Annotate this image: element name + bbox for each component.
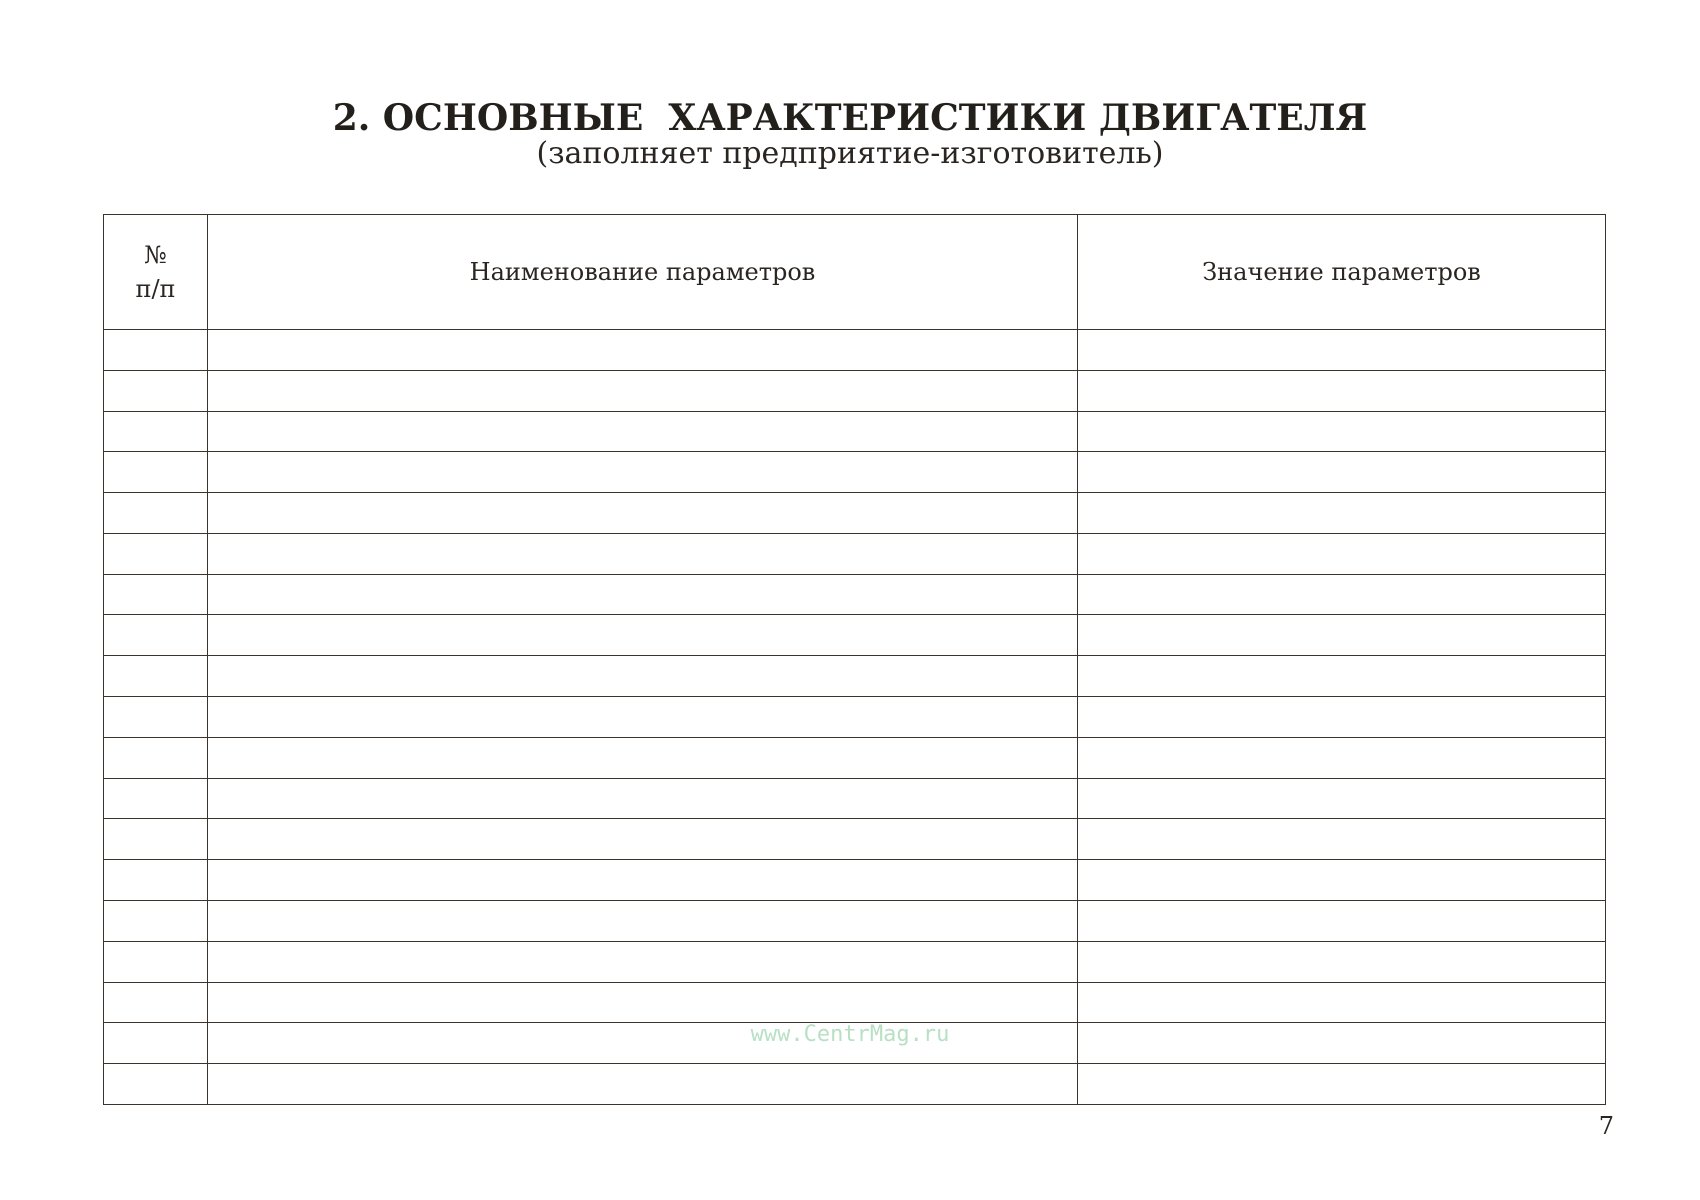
table-row bbox=[104, 370, 1606, 411]
table-row bbox=[104, 982, 1606, 1023]
cell-parameter-name[interactable] bbox=[208, 900, 1078, 941]
cell-number[interactable] bbox=[104, 860, 208, 901]
table-body bbox=[104, 330, 1606, 1105]
cell-number[interactable] bbox=[104, 982, 208, 1023]
table-row bbox=[104, 330, 1606, 371]
cell-parameter-value[interactable] bbox=[1078, 778, 1606, 819]
table-row bbox=[104, 452, 1606, 493]
cell-parameter-value[interactable] bbox=[1078, 737, 1606, 778]
cell-parameter-value[interactable] bbox=[1078, 533, 1606, 574]
cell-number[interactable] bbox=[104, 778, 208, 819]
cell-parameter-value[interactable] bbox=[1078, 493, 1606, 534]
table-row bbox=[104, 941, 1606, 982]
cell-parameter-value[interactable] bbox=[1078, 411, 1606, 452]
cell-parameter-name[interactable] bbox=[208, 411, 1078, 452]
table-row bbox=[104, 533, 1606, 574]
table-row bbox=[104, 615, 1606, 656]
page-number: 7 bbox=[1598, 1112, 1614, 1140]
cell-parameter-name[interactable] bbox=[208, 737, 1078, 778]
table-row bbox=[104, 1064, 1606, 1105]
cell-parameter-value[interactable] bbox=[1078, 941, 1606, 982]
cell-parameter-value[interactable] bbox=[1078, 982, 1606, 1023]
page-title: 2. ОСНОВНЫЕ ХАРАКТЕРИСТИКИ ДВИГАТЕЛЯ bbox=[332, 97, 1368, 139]
cell-parameter-value[interactable] bbox=[1078, 656, 1606, 697]
cell-parameter-name[interactable] bbox=[208, 860, 1078, 901]
cell-parameter-name[interactable] bbox=[208, 533, 1078, 574]
cell-parameter-name[interactable] bbox=[208, 1064, 1078, 1105]
cell-parameter-value[interactable] bbox=[1078, 452, 1606, 493]
cell-number[interactable] bbox=[104, 615, 208, 656]
cell-number[interactable] bbox=[104, 493, 208, 534]
cell-number[interactable] bbox=[104, 900, 208, 941]
cell-parameter-value[interactable] bbox=[1078, 574, 1606, 615]
column-header-name: Наименование параметров bbox=[208, 215, 1078, 330]
cell-parameter-value[interactable] bbox=[1078, 615, 1606, 656]
cell-parameter-value[interactable] bbox=[1078, 900, 1606, 941]
column-header-number-abbrev: п/п bbox=[135, 275, 176, 303]
table-row bbox=[104, 656, 1606, 697]
cell-parameter-name[interactable] bbox=[208, 370, 1078, 411]
cell-number[interactable] bbox=[104, 737, 208, 778]
cell-parameter-name[interactable] bbox=[208, 778, 1078, 819]
table-row bbox=[104, 697, 1606, 738]
cell-parameter-value[interactable] bbox=[1078, 330, 1606, 371]
cell-parameter-name[interactable] bbox=[208, 574, 1078, 615]
column-header-number bbox=[104, 215, 208, 330]
cell-parameter-name[interactable] bbox=[208, 941, 1078, 982]
cell-number[interactable] bbox=[104, 941, 208, 982]
table-row bbox=[104, 778, 1606, 819]
cell-number[interactable] bbox=[104, 1064, 208, 1105]
cell-number[interactable] bbox=[104, 533, 208, 574]
cell-parameter-name[interactable] bbox=[208, 656, 1078, 697]
column-header-number-symbol: № bbox=[144, 241, 167, 269]
table-row bbox=[104, 493, 1606, 534]
cell-number[interactable] bbox=[104, 411, 208, 452]
cell-number[interactable] bbox=[104, 819, 208, 860]
cell-parameter-value[interactable] bbox=[1078, 860, 1606, 901]
watermark bbox=[0, 1022, 1700, 1047]
cell-number[interactable] bbox=[104, 697, 208, 738]
cell-parameter-value[interactable] bbox=[1078, 819, 1606, 860]
cell-parameter-value[interactable] bbox=[1078, 697, 1606, 738]
cell-parameter-name[interactable] bbox=[208, 493, 1078, 534]
cell-parameter-name[interactable] bbox=[208, 330, 1078, 371]
table-row bbox=[104, 574, 1606, 615]
table-row bbox=[104, 411, 1606, 452]
table-row bbox=[104, 900, 1606, 941]
cell-number[interactable] bbox=[104, 656, 208, 697]
watermark-text: www.CentrMag.ru bbox=[750, 1022, 950, 1047]
cell-parameter-name[interactable] bbox=[208, 615, 1078, 656]
cell-parameter-name[interactable] bbox=[208, 452, 1078, 493]
page-subtitle: (заполняет предприятие-изготовитель) bbox=[536, 136, 1164, 171]
cell-number[interactable] bbox=[104, 330, 208, 371]
cell-parameter-value[interactable] bbox=[1078, 1064, 1606, 1105]
cell-number[interactable] bbox=[104, 452, 208, 493]
cell-parameter-name[interactable] bbox=[208, 982, 1078, 1023]
cell-number[interactable] bbox=[104, 370, 208, 411]
cell-number[interactable] bbox=[104, 574, 208, 615]
table-row bbox=[104, 737, 1606, 778]
table-row bbox=[104, 819, 1606, 860]
cell-parameter-name[interactable] bbox=[208, 697, 1078, 738]
table-header-row bbox=[104, 215, 1606, 330]
cell-parameter-value[interactable] bbox=[1078, 370, 1606, 411]
table-row bbox=[104, 860, 1606, 901]
cell-parameter-name[interactable] bbox=[208, 819, 1078, 860]
parameters-table bbox=[103, 214, 1606, 1105]
column-header-value: Значение параметров bbox=[1078, 215, 1606, 330]
